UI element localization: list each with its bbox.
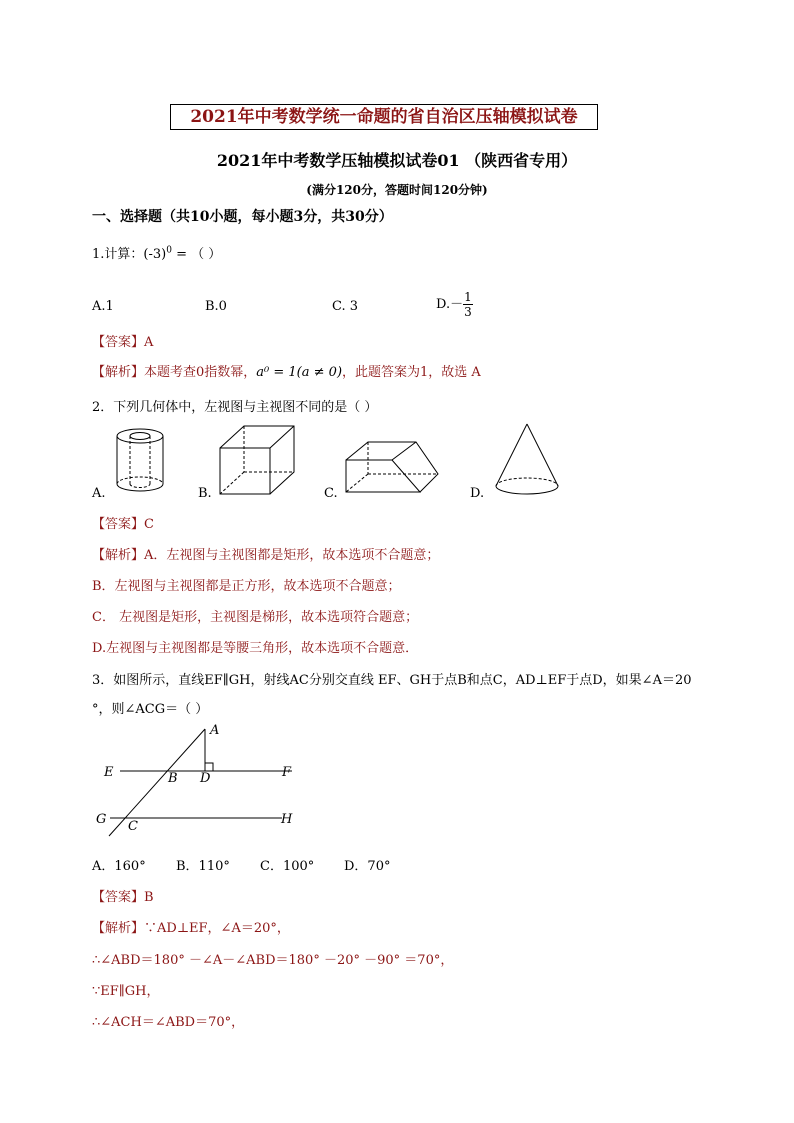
exam-info: (满分120分，答题时间120分钟) (306, 183, 488, 197)
cube-figure (214, 422, 300, 498)
q1-option-b: B.0 (205, 299, 227, 314)
answer-label: 【答案】 (92, 517, 145, 532)
label-c: C (128, 819, 138, 834)
q1-stem (92, 243, 221, 262)
q3-option-b: B．110° (176, 859, 230, 874)
analysis-label: 【解析】 (92, 921, 145, 936)
answer-value: A (144, 335, 154, 350)
q3-stem-line1: 3．如图所示，直线EF∥GH，射线AC分别交直线 EF、GH于点B和点C，AD⊥EF于点D，如果∠A＝20 (92, 673, 692, 688)
analysis-line: ∵AD⊥EF，∠A＝20°， (144, 921, 290, 936)
prism-figure (342, 438, 442, 496)
q3-stem-line2: °，则∠ACG＝（ ） (92, 702, 209, 717)
q2-answer (92, 513, 154, 532)
answer-label: 【答案】 (92, 335, 145, 350)
label-f: F (282, 765, 292, 780)
cylinder-figure (108, 426, 174, 496)
series-banner: 2021年中考数学统一命题的省自治区压轴模拟试卷 (170, 104, 598, 130)
q1-exponent: 0 (166, 245, 172, 256)
section-heading: 一、选择题（共10小题，每小题3分，共30分） (92, 209, 393, 225)
fraction-numerator: 1 (464, 290, 472, 304)
analysis-label: 【解析】 (92, 365, 145, 380)
q2-option-a-label: A. (92, 486, 106, 501)
q3-analysis-line-3: ∵EF∥GH， (92, 984, 160, 999)
analysis-text: 本题考查0指数幂， (144, 365, 257, 380)
q2-option-b-label: B. (198, 486, 212, 501)
page-title: 2021年中考数学压轴模拟试卷01 （陕西省专用） (216, 151, 578, 170)
q3-option-a: A．160° (92, 859, 146, 874)
q2-option-c-label: C. (324, 486, 338, 501)
q1-option-a: A.1 (92, 299, 114, 314)
answer-value: B (144, 890, 154, 905)
answer-label: 【答案】 (92, 890, 145, 905)
q2-analysis-line-b: B．左视图与主视图都是正方形，故本选项不合题意； (92, 579, 401, 594)
q1-option-d-fraction (463, 290, 473, 319)
q3-option-d: D．70° (344, 859, 391, 874)
q2-analysis-line-d: D.左视图与主视图都是等腰三角形，故本选项不合题意． (92, 641, 419, 656)
analysis-line: A．左视图与主视图都是矩形，故本选项不合题意； (144, 548, 440, 563)
q3-answer (92, 886, 154, 905)
label-d: D (200, 771, 211, 786)
q3-analysis-line-4: ∴∠ACH＝∠ABD＝70°， (92, 1015, 245, 1030)
q3-option-c: C．100° (260, 859, 315, 874)
parallel-lines-figure (92, 722, 302, 840)
analysis-label: 【解析】 (92, 548, 145, 563)
label-h: H (281, 812, 293, 827)
q1-analysis (92, 361, 481, 380)
label-b: B (168, 771, 178, 786)
q2-analysis-line-c: C． 左视图是矩形，主视图是梯形，故本选项符合题意； (92, 610, 419, 625)
cone-figure (492, 420, 564, 500)
q1-option-d-label: D.－ (436, 297, 464, 312)
q3-analysis-line-2: ∴∠ABD＝180° －∠A－∠ABD＝180° －20° －90° ＝70°， (92, 953, 454, 968)
label-g: G (96, 812, 107, 827)
answer-value: C (144, 517, 154, 532)
label-a: A (210, 723, 220, 738)
q1-answer (92, 331, 153, 350)
q1-equals: = （ ） (171, 247, 222, 262)
q1-option-c: C. 3 (332, 299, 359, 314)
analysis-text: ，此题答案为1，故选 A (342, 365, 481, 380)
fraction-denominator: 3 (464, 305, 472, 319)
label-e: E (104, 765, 114, 780)
q1-option-d (436, 290, 473, 319)
q2-stem: 2．下列几何体中，左视图与主视图不同的是（ ） (92, 400, 378, 415)
q2-option-d-label: D. (470, 486, 485, 501)
q1-stem-text: 1.计算： (92, 247, 144, 262)
analysis-formula: a⁰ = 1(a ≠ 0) (256, 365, 343, 380)
q2-analysis (92, 544, 439, 563)
q1-base: (-3) (143, 247, 167, 262)
q3-analysis (92, 917, 290, 936)
